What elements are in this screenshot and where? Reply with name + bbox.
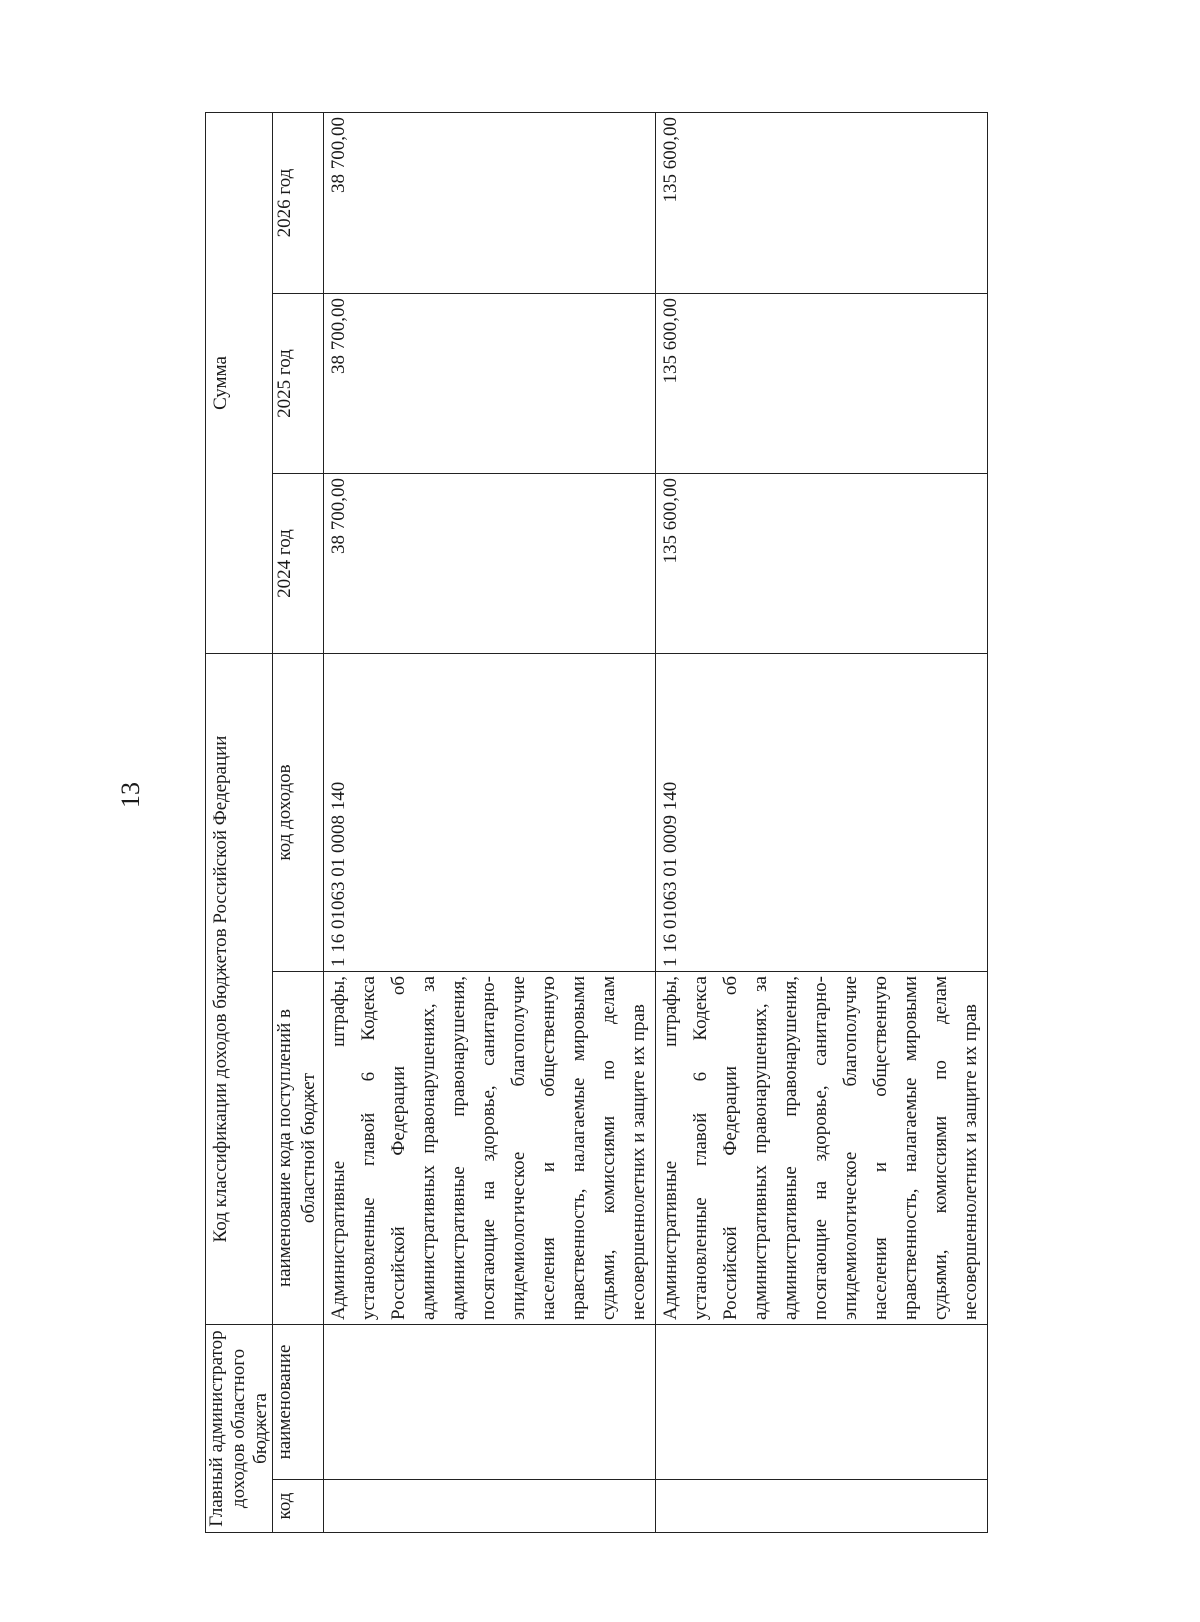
income-name-cell: Административные штрафы, установленные главой 6 Кодекса Российской Федерации об административных правонарушениях, за административные правонарушения, посягающие на здоровье, санитарно-эпидемиологическое благополучие населения и общественную нравственность, налагаемые мировыми судьями, комиссиями по делам несовершеннолетних и защите их прав bbox=[324, 972, 656, 1325]
classification-group-header: Код классификации доходов бюджетов Российской Федерации bbox=[206, 654, 273, 1325]
col-2024-header: 2024 год bbox=[273, 474, 324, 654]
rotated-table-container bbox=[205, 113, 990, 1533]
col-2025-header: 2025 год bbox=[273, 294, 324, 474]
admin-code-cell bbox=[656, 1480, 988, 1533]
sum-2026-cell: 38 700,00 bbox=[324, 113, 656, 294]
admin-code-cell bbox=[324, 1480, 656, 1533]
admin-group-header: Главный администратор доходов областного бюджета bbox=[206, 1325, 273, 1533]
sum-2025-cell: 135 600,00 bbox=[656, 294, 988, 474]
table-row bbox=[324, 113, 656, 1533]
table-subheader-row bbox=[273, 113, 324, 1533]
sum-2024-cell: 38 700,00 bbox=[324, 474, 656, 654]
col-income-name-header: наименование кода поступлений в областной бюджет bbox=[273, 972, 324, 1325]
sum-2026-cell: 135 600,00 bbox=[656, 113, 988, 294]
table-row bbox=[656, 113, 988, 1533]
col-income-code-header: код доходов bbox=[273, 654, 324, 972]
budget-income-table bbox=[205, 112, 988, 1533]
col-name-header: наименование bbox=[273, 1325, 324, 1480]
table-header-row bbox=[206, 113, 273, 1533]
col-2026-header: 2026 год bbox=[273, 113, 324, 294]
sum-group-header: Сумма bbox=[206, 113, 273, 654]
sum-2025-cell: 38 700,00 bbox=[324, 294, 656, 474]
income-code-cell: 1 16 01063 01 0008 140 bbox=[324, 654, 656, 972]
sum-2024-cell: 135 600,00 bbox=[656, 474, 988, 654]
col-code-header: код bbox=[273, 1480, 324, 1533]
income-code-cell: 1 16 01063 01 0009 140 bbox=[656, 654, 988, 972]
page-number: 13 bbox=[116, 782, 145, 808]
admin-name-cell bbox=[656, 1325, 988, 1480]
income-name-cell: Административные штрафы, установленные главой 6 Кодекса Российской Федерации об административных правонарушениях, за административные правонарушения, посягающие на здоровье, санитарно-эпидемиологическое благополучие населения и общественную нравственность, налагаемые мировыми судьями, комиссиями по делам несовершеннолетних и защите их прав bbox=[656, 972, 988, 1325]
admin-name-cell bbox=[324, 1325, 656, 1480]
